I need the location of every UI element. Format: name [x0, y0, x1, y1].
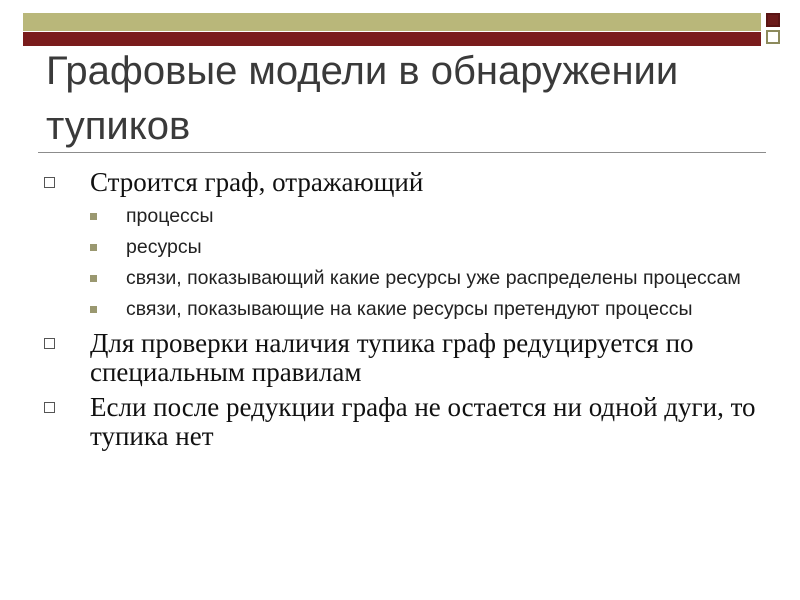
- small-square-bullet-icon: [90, 306, 97, 313]
- sub-list-item-text: ресурсы: [126, 236, 202, 258]
- sub-list-item: [40, 203, 770, 230]
- list-item-text: Строится граф, отражающий: [90, 167, 424, 197]
- list-item-text: Если после редукции графа не остается ни одной дуги, то тупика нет: [90, 392, 756, 451]
- corner-decoration: [764, 13, 786, 47]
- title-divider: [38, 152, 766, 153]
- header-band-olive: [23, 13, 761, 31]
- square-bullet-icon: [44, 177, 55, 188]
- list-item: [40, 329, 770, 387]
- sub-list-item-text: связи, показывающие на какие ресурсы претендуют процессы: [126, 298, 693, 320]
- small-square-bullet-icon: [90, 275, 97, 282]
- list-item: [40, 168, 770, 197]
- bullet-list: [40, 162, 770, 451]
- square-bullet-icon: [44, 402, 55, 413]
- corner-square-outline-icon: [766, 30, 780, 44]
- small-square-bullet-icon: [90, 244, 97, 251]
- slide-title: Графовые модели в обнаружении тупиков: [46, 49, 679, 148]
- sub-list-item-text: связи, показывающий какие ресурсы уже распределены процессам: [126, 267, 741, 289]
- sub-list-item: [40, 265, 770, 292]
- list-item: [40, 393, 770, 451]
- corner-square-filled-icon: [766, 13, 780, 27]
- sub-list-item: [40, 296, 770, 323]
- list-item-text: Для проверки наличия тупика граф редуцируется по специальным правилам: [90, 328, 694, 387]
- sub-list-item: [40, 234, 770, 261]
- sub-list-item-text: процессы: [126, 205, 214, 227]
- small-square-bullet-icon: [90, 213, 97, 220]
- square-bullet-icon: [44, 338, 55, 349]
- sub-bullet-list: [40, 203, 770, 323]
